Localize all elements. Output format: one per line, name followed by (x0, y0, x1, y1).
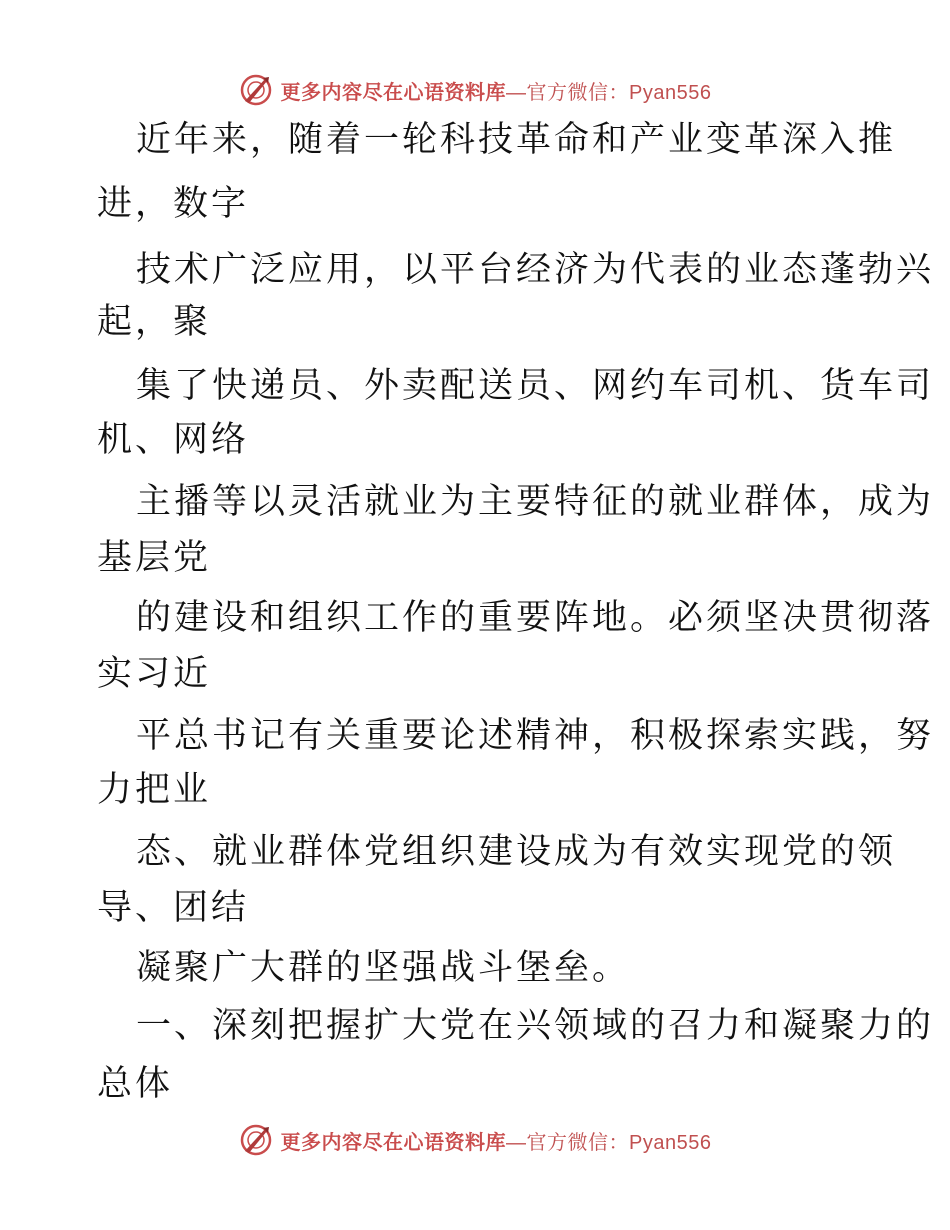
body-line-8: 基层党 (97, 538, 212, 578)
body-line-1: 近年来，随着一轮科技革命和产业变革深入推 (136, 120, 897, 160)
body-line-6: 机、网络 (97, 420, 250, 460)
body-line-11: 平总书记有关重要论述精神，积极探索实践，努 (136, 716, 935, 756)
quill-logo-icon (239, 1123, 273, 1157)
body-line-15: 凝聚广大群的坚强战斗堡垒。 (136, 948, 631, 988)
footer-banner-main: 更多内容尽在心语资料库 (280, 1129, 507, 1154)
body-line-3: 技术广泛应用，以平台经济为代表的业态蓬勃兴 (136, 250, 935, 290)
footer-banner (0, 1120, 950, 1160)
body-line-7: 主播等以灵活就业为主要特征的就业群体，成为 (136, 482, 935, 522)
header-banner-main: 更多内容尽在心语资料库 (280, 79, 507, 104)
body-line-9: 的建设和组织工作的重要阵地。必须坚决贯彻落 (136, 598, 935, 638)
footer-banner-wechat: —官方微信：Pyan556 (506, 1131, 712, 1154)
header-banner (0, 70, 950, 110)
body-line-2: 进，数字 (97, 184, 250, 224)
body-line-16: 一、深刻把握扩大党在兴领域的召力和凝聚力的 (136, 1006, 935, 1046)
body-line-14: 导、团结 (97, 888, 250, 928)
body-line-5: 集了快递员、外卖配送员、网约车司机、货车司 (136, 366, 935, 406)
body-line-17: 总体 (97, 1064, 174, 1104)
header-banner-wechat: —官方微信：Pyan556 (506, 81, 712, 104)
body-line-4: 起，聚 (97, 302, 212, 342)
footer-banner-text (281, 1126, 712, 1155)
header-banner-text (281, 76, 712, 105)
body-line-10: 实习近 (97, 654, 212, 694)
body-line-13: 态、就业群体党组织建设成为有效实现党的领 (136, 832, 897, 872)
quill-logo-icon (239, 73, 273, 107)
body-line-12: 力把业 (97, 770, 212, 810)
